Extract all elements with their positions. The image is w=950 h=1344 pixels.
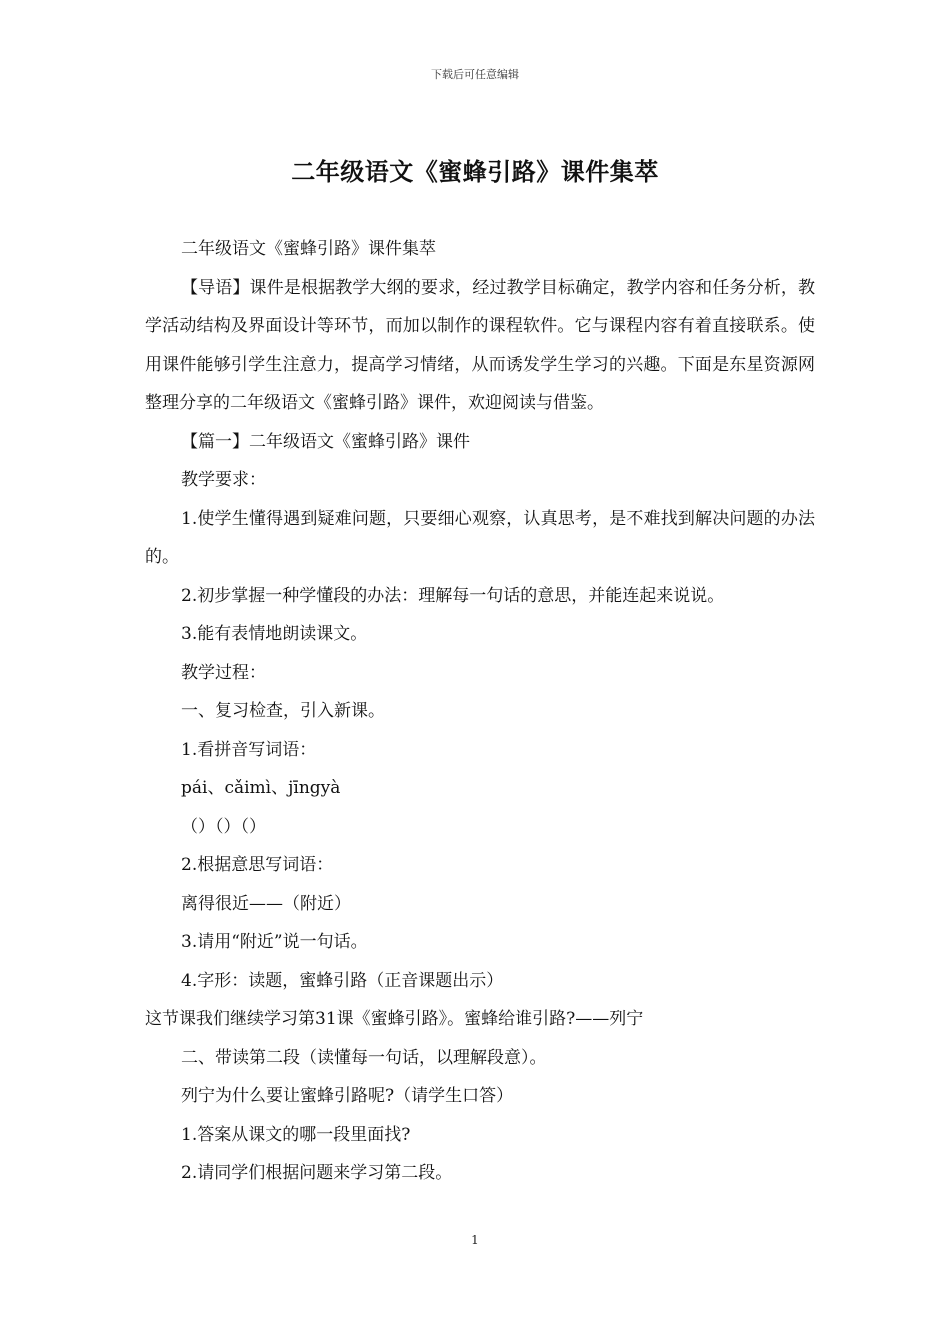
page-header-note: 下载后可任意编辑 [431, 68, 519, 81]
paragraph-process-heading: 教学过程： [181, 662, 266, 683]
paragraph-requirement-1: 1.使学生懂得遇到疑难问题，只要细心观察，认真思考，是不难找到解决问题的办法的。 [145, 508, 815, 567]
paragraph-subtitle: 二年级语文《蜜蜂引路》课件集萃 [181, 239, 436, 259]
paragraph-intro: 【导语】课件是根据教学大纲的要求，经过教学目标确定，教学内容和任务分析，教学活动结构及界面设计等环节，而加以制作的课程软件。它与课程内容有着直接联系。使用课件能够引学生注意力，提高学习情绪，从而诱发学生学习的兴趣。下面是东星资源网整理分享的二年级语文《蜜蜂引路》课件，欢迎阅读与借鉴。 [145, 277, 815, 413]
paragraph-meaning-task: 2.根据意思写词语： [181, 855, 334, 875]
paragraph-section-heading: 【篇一】二年级语文《蜜蜂引路》课件 [181, 431, 470, 452]
paragraph-meaning-answer: 离得很近——（附近） [181, 893, 351, 914]
paragraph-question-1: 1.答案从课文的哪一段里面找? [181, 1124, 411, 1145]
paragraph-glyph-task: 4.字形：读题，蜜蜂引路（正音课题出示） [181, 970, 504, 991]
paragraph-requirement-3: 3.能有表情地朗读课文。 [181, 624, 368, 644]
paragraph-sentence-task: 3.请用“附近”说一句话。 [181, 932, 368, 952]
document-title: 二年级语文《蜜蜂引路》课件集萃 [291, 158, 659, 186]
page-number: 1 [471, 1233, 479, 1247]
paragraph-pinyin: pái、cǎimì、jīngyà [181, 778, 341, 798]
paragraph-requirement-2: 2.初步掌握一种学懂段的办法：理解每一句话的意思，并能连起来说说。 [181, 585, 725, 606]
paragraph-pinyin-task: 1.看拼音写词语： [181, 739, 317, 760]
paragraph-requirements-heading: 教学要求： [181, 470, 266, 490]
paragraph-question-2: 2.请同学们根据问题来学习第二段。 [181, 1163, 453, 1183]
paragraph-question: 列宁为什么要让蜜蜂引路呢?（请学生口答） [181, 1086, 514, 1106]
document-body [145, 230, 815, 1193]
paragraph-blanks: （）（）（） [181, 816, 266, 837]
paragraph-step-1: 一、复习检查，引入新课。 [181, 701, 385, 721]
paragraph-lesson-intro: 这节课我们继续学习第31课《蜜蜂引路》。蜜蜂给谁引路?——列宁 [145, 1009, 644, 1029]
paragraph-step-2: 二、带读第二段（读懂每一句话，以理解段意）。 [181, 1047, 547, 1068]
